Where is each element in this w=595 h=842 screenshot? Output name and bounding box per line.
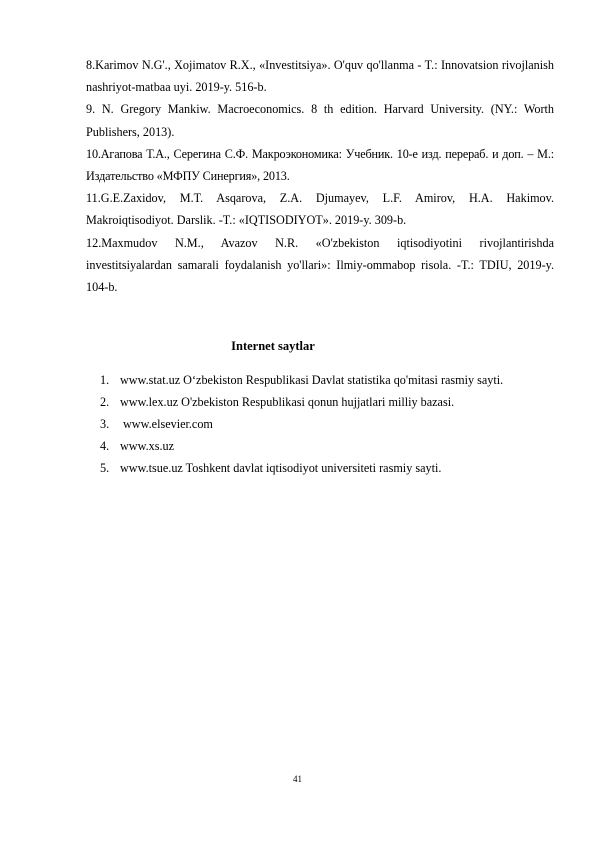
reference-item-10: 10.Агапова Т.А., Серегина С.Ф. Макроэкономика: Учебник. 10-е изд. перераб. и доп. – М.: Издательство «МФПУ Синергия», 2013.	[86, 146, 554, 184]
list-item-number: 4.	[100, 439, 110, 453]
list-item	[100, 435, 555, 457]
list-item-text: www.tsue.uz Toshkent davlat iqtisodiyot universiteti rasmiy sayti.	[120, 461, 442, 475]
list-item-text: www.xs.uz	[120, 439, 175, 453]
list-item	[100, 457, 555, 479]
list-item	[100, 413, 555, 435]
list-item-text: www.lex.uz O'zbekiston Respublikasi qonun hujjatlari milliy bazasi.	[120, 395, 455, 409]
list-item	[100, 391, 555, 413]
internet-sites-list	[100, 369, 555, 479]
list-item-number: 1.	[100, 373, 110, 387]
list-item-number: 5.	[100, 461, 110, 475]
list-item-text: www.stat.uz O‘zbekiston Respublikasi Davlat statistika qo'mitasi rasmiy sayti.	[120, 373, 504, 387]
list-item	[100, 369, 555, 391]
page-number: 41	[293, 774, 302, 784]
reference-item-12: 12.Maxmudov N.M., Avazov N.R. «O'zbekiston iqtisodiyotini rivojlantirishda investitsiyalardan samarali foydalanish yo'llari»: Ilmiy-ommabop risola. -T.: TDIU, 2019-y. 104-b.	[86, 235, 554, 295]
list-item-number: 3.	[100, 417, 110, 431]
list-item-text: www.elsevier.com	[123, 417, 213, 431]
reference-item-9: 9. N. Gregory Mankiw. Macroeconomics. 8 th edition. Harvard University. (NY.: Worth Publishers, 2013).	[86, 102, 554, 139]
reference-item-11: 11.G.E.Zaxidov, M.T. Asqarova, Z.A. Djumayev, L.F. Amirov, H.A. Hakimov. Makroiqtisodiyot. Darslik. -T.: «IQTISODIYOT». 2019-y. 309-b.	[86, 191, 554, 228]
references-list	[86, 54, 554, 298]
internet-sites-heading: Internet saytlar	[231, 339, 315, 353]
reference-item-8: 8.Karimov N.G'., Xojimatov R.X., «Investitsiya». O'quv qo'llanma - T.: Innovatsion rivojlanish nashriyot-matbaa uyi. 2019-y. 516-b.	[86, 58, 554, 95]
list-item-number: 2.	[100, 395, 110, 409]
